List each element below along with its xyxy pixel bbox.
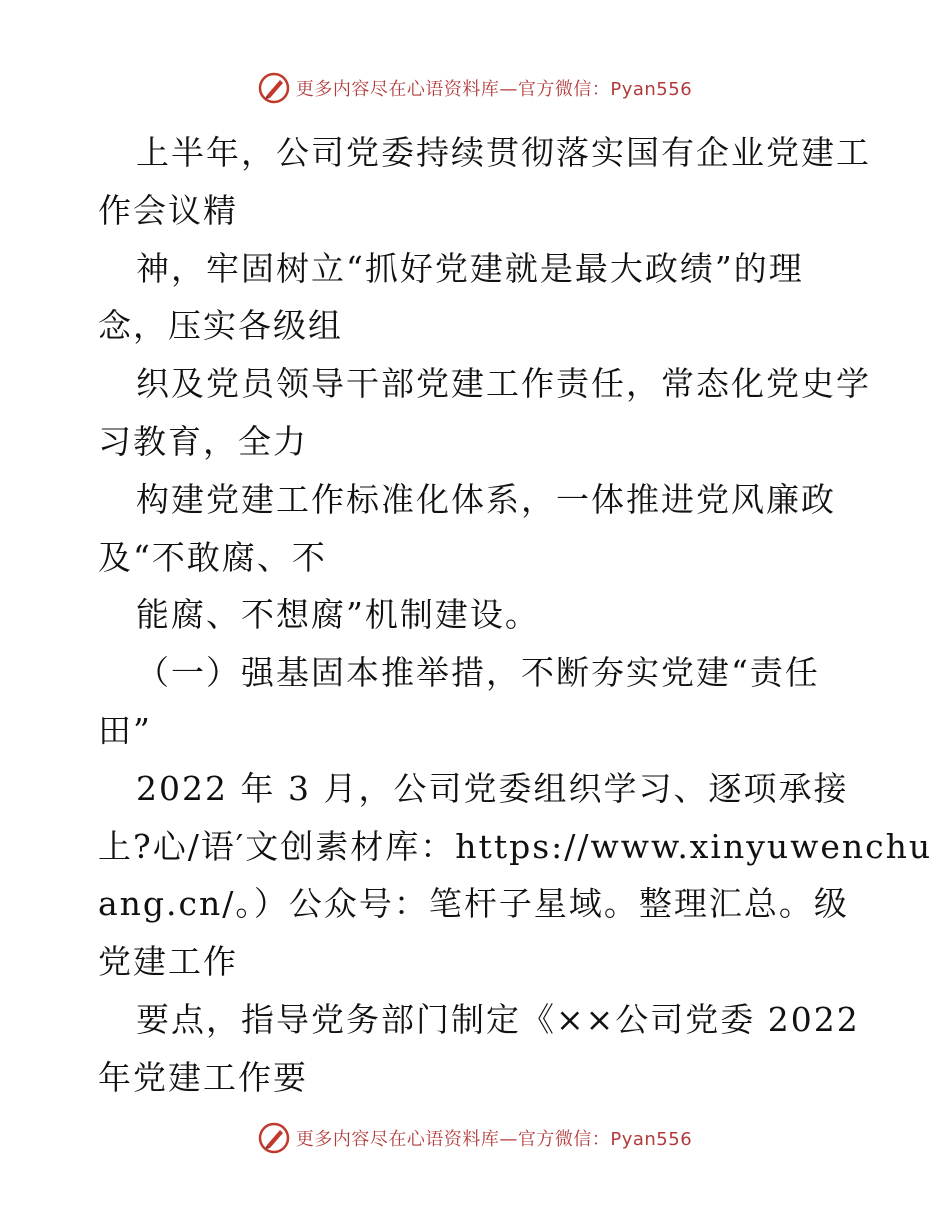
- text-line: 能腐、不想腐”机制建设。: [136, 595, 540, 635]
- text-line: 2022 年 3 月，公司党委组织学习、逐项承接: [136, 768, 849, 808]
- text-line: 年党建工作要: [98, 1057, 308, 1097]
- text-line: 党建工作: [98, 942, 238, 982]
- pen-logo-icon: [258, 1122, 290, 1154]
- header-watermark-text: 更多内容尽在心语资料库—官方微信：Pyan556: [295, 79, 693, 100]
- text-line: 上半年，公司党委持续贯彻落实国有企业党建工: [136, 133, 871, 172]
- text-line: 神，牢固树立“抓好党建就是最大政绩”的理: [136, 248, 804, 288]
- header-watermark-banner: [0, 72, 950, 104]
- text-line: 要点，指导党务部门制定《××公司党委 2022: [136, 999, 860, 1039]
- text-line: 及“不敢腐、不: [98, 537, 327, 577]
- text-line: 习教育，全力: [98, 421, 308, 461]
- text-line: 念，压实各级组: [98, 306, 343, 346]
- pen-logo-icon: [258, 72, 290, 104]
- document-body: [98, 124, 933, 1107]
- text-line: 田”: [98, 710, 152, 750]
- text-line: 作会议精: [98, 190, 238, 230]
- text-line: ang.cn/。）公众号：笔杆子星域。整理汇总。级: [98, 884, 849, 924]
- footer-watermark-banner: [0, 1122, 950, 1154]
- text-line: 构建党建工作标准化体系，一体推进党风廉政: [136, 479, 836, 519]
- text-line: 上?心/语′文创素材库：https://www.xinyuwenchu: [98, 826, 933, 866]
- text-line: 织及党员领导干部党建工作责任，常态化党史学: [136, 364, 871, 404]
- footer-watermark-text: 更多内容尽在心语资料库—官方微信：Pyan556: [295, 1129, 693, 1150]
- section-heading: （一）强基固本推举措，不断夯实党建“责任: [136, 653, 820, 693]
